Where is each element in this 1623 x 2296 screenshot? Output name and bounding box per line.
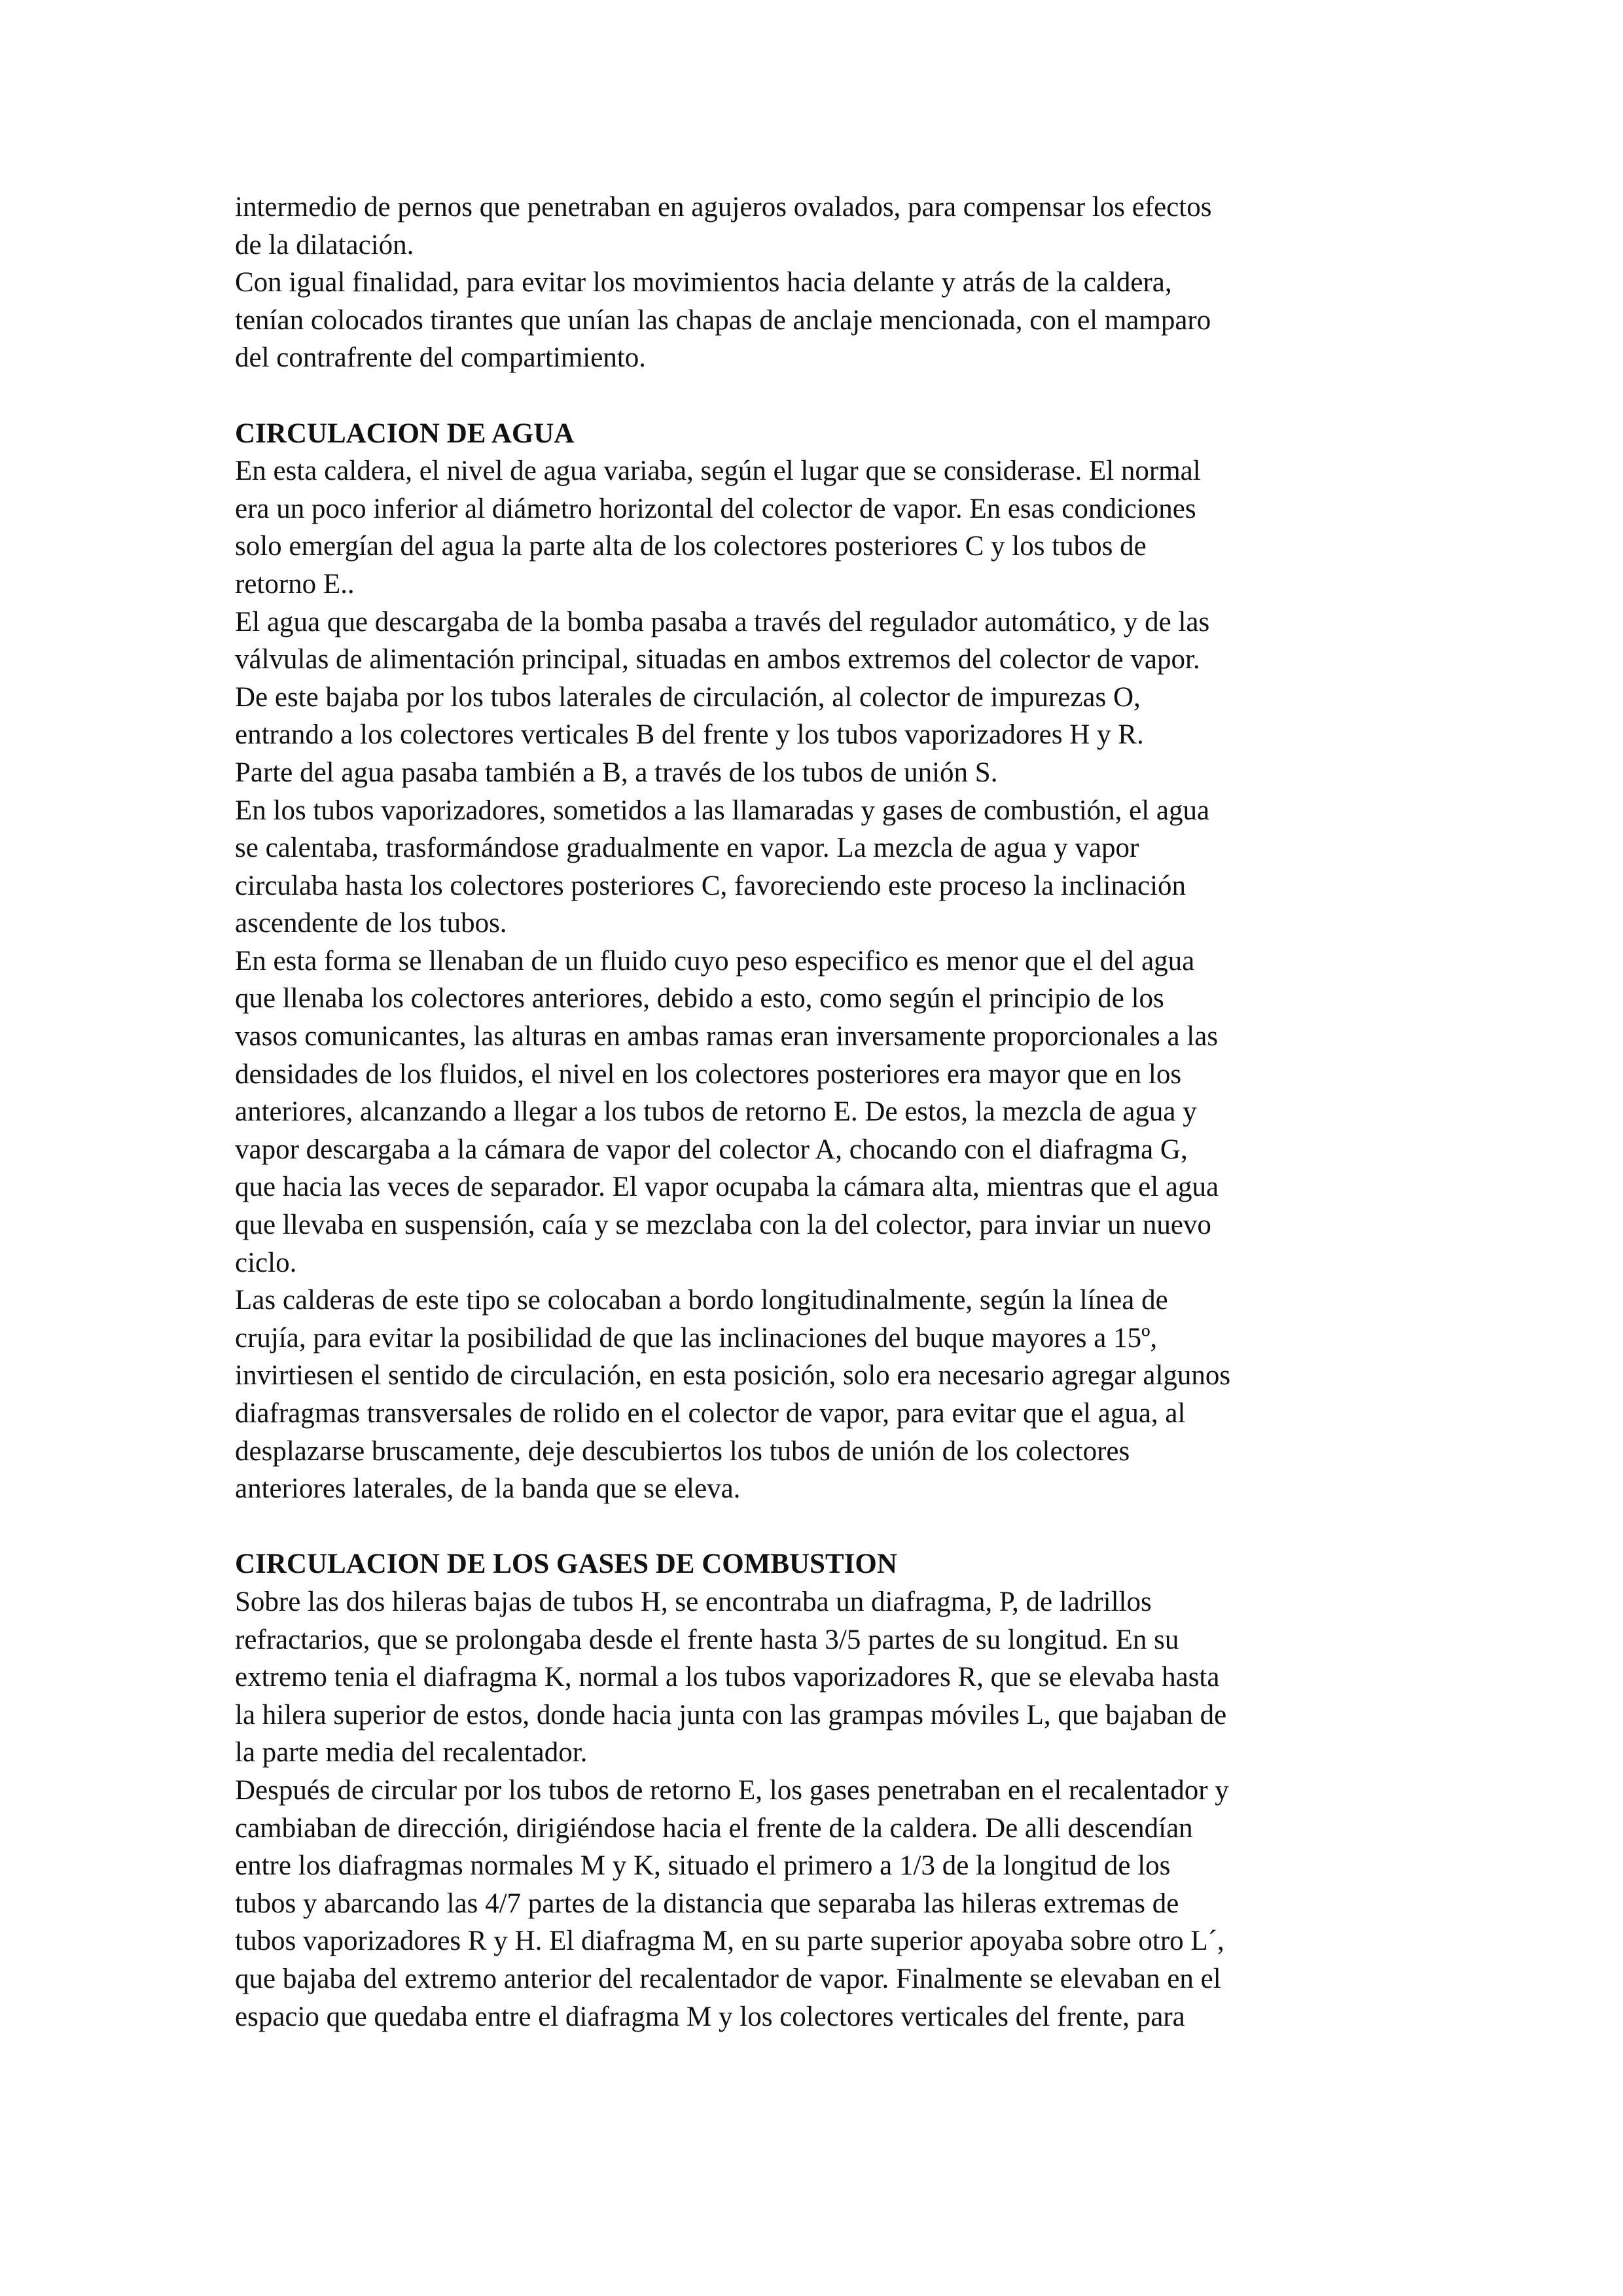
- text-line: era un poco inferior al diámetro horizontal del colector de vapor. En esas condiciones: [235, 493, 1196, 524]
- text-line: que llevaba en suspensión, caía y se mezclaba con la del colector, para inviar un nuevo: [235, 1210, 1211, 1241]
- text-line: de la dilatación.: [235, 229, 414, 260]
- text-line: vapor descargaba a la cámara de vapor del colector A, chocando con el diafragma G,: [235, 1134, 1188, 1165]
- text-line: intermedio de pernos que penetraban en agujeros ovalados, para compensar los efectos: [235, 192, 1212, 223]
- section-heading: CIRCULACION DE LOS GASES DE COMBUSTION: [235, 1549, 897, 1580]
- document-page: [235, 188, 1406, 2036]
- text-line: ciclo.: [235, 1247, 297, 1278]
- text-line: De este bajaba por los tubos laterales de circulación, al colector de impurezas O,: [235, 681, 1141, 713]
- text-line: que bajaba del extremo anterior del recalentador de vapor. Finalmente se elevaban en el: [235, 1963, 1221, 1994]
- text-line: vasos comunicantes, las alturas en ambas ramas eran inversamente proporcionales a las: [235, 1021, 1219, 1052]
- text-line: solo emergían del agua la parte alta de los colectores posteriores C y los tubos de: [235, 531, 1147, 562]
- text-line: Después de circular por los tubos de retorno E, los gases penetraban en el recalentador y: [235, 1774, 1229, 1806]
- text-line: Con igual finalidad, para evitar los movimientos hacia delante y atrás de la caldera,: [235, 267, 1172, 298]
- text-line: circulaba hasta los colectores posteriores C, favoreciendo este proceso la inclinación: [235, 870, 1186, 901]
- text-line: refractarios, que se prolongaba desde el frente hasta 3/5 partes de su longitud. En su: [235, 1624, 1179, 1655]
- text-line: retorno E..: [235, 568, 355, 600]
- text-line: entre los diafragmas normales M y K, situado el primero a 1/3 de la longitud de los: [235, 1850, 1171, 1882]
- text-line: En esta forma se llenaban de un fluido cuyo peso especifico es menor que el del agua: [235, 945, 1195, 977]
- text-line: crujía, para evitar la posibilidad de que las inclinaciones del buque mayores a 15º,: [235, 1322, 1158, 1354]
- text-line: Parte del agua pasaba también a B, a través de los tubos de unión S.: [235, 757, 998, 788]
- text-line: ascendente de los tubos.: [235, 908, 507, 939]
- section-water-circulation: [235, 415, 1406, 1508]
- intro-paragraph: [235, 188, 1406, 377]
- text-line: la parte media del recalentador.: [235, 1737, 588, 1768]
- text-line: espacio que quedaba entre el diafragma M y los colectores verticales del frente, para: [235, 2001, 1185, 2032]
- text-line: se calentaba, trasformándose gradualmente en vapor. La mezcla de agua y vapor: [235, 833, 1139, 864]
- text-line: que hacia las veces de separador. El vapor ocupaba la cámara alta, mientras que el agua: [235, 1172, 1219, 1203]
- text-line: tubos vaporizadores R y H. El diafragma M, en su parte superior apoyaba sobre otro L´,: [235, 1926, 1224, 1957]
- text-line: extremo tenia el diafragma K, normal a los tubos vaporizadores R, que se elevaba hasta: [235, 1662, 1220, 1693]
- section-gas-circulation: [235, 1545, 1406, 2036]
- text-line: que llenaba los colectores anteriores, debido a esto, como según el principio de los: [235, 983, 1164, 1014]
- text-line: cambiaban de dirección, dirigiéndose hacia el frente de la caldera. De alli descendían: [235, 1812, 1193, 1844]
- paragraph-spacer: [235, 377, 1406, 415]
- text-line: válvulas de alimentación principal, situadas en ambos extremos del colector de vapor.: [235, 644, 1200, 675]
- text-line: la hilera superior de estos, donde hacia junta con las grampas móviles L, que bajaban de: [235, 1699, 1227, 1731]
- text-line: El agua que descargaba de la bomba pasaba a través del regulador automático, y de las: [235, 606, 1210, 637]
- text-line: Las calderas de este tipo se colocaban a bordo longitudinalmente, según la línea de: [235, 1285, 1168, 1316]
- text-line: diafragmas transversales de rolido en el colector de vapor, para evitar que el agua, al: [235, 1398, 1186, 1429]
- text-line: tubos y abarcando las 4/7 partes de la distancia que separaba las hileras extremas de: [235, 1888, 1179, 1919]
- text-line: invirtiesen el sentido de circulación, en esta posición, solo era necesario agregar algunos: [235, 1360, 1231, 1391]
- text-line: anteriores laterales, de la banda que se eleva.: [235, 1473, 741, 1505]
- text-line: En los tubos vaporizadores, sometidos a las llamaradas y gases de combustión, el agua: [235, 795, 1210, 826]
- paragraph-spacer: [235, 1508, 1406, 1546]
- text-line: anteriores, alcanzando a llegar a los tubos de retorno E. De estos, la mezcla de agua y: [235, 1096, 1197, 1128]
- text-line: Sobre las dos hileras bajas de tubos H, se encontraba un diafragma, P, de ladrillos: [235, 1586, 1152, 1617]
- text-line: densidades de los fluidos, el nivel en los colectores posteriores era mayor que en los: [235, 1058, 1182, 1090]
- section-heading: CIRCULACION DE AGUA: [235, 418, 575, 449]
- text-line: tenían colocados tirantes que unían las chapas de anclaje mencionada, con el mamparo: [235, 304, 1211, 336]
- text-line: En esta caldera, el nivel de agua variaba, según el lugar que se considerase. El normal: [235, 456, 1201, 487]
- text-line: del contrafrente del compartimiento.: [235, 342, 647, 374]
- text-line: desplazarse bruscamente, deje descubiertos los tubos de unión de los colectores: [235, 1435, 1130, 1467]
- text-line: entrando a los colectores verticales B del frente y los tubos vaporizadores H y R.: [235, 719, 1144, 751]
